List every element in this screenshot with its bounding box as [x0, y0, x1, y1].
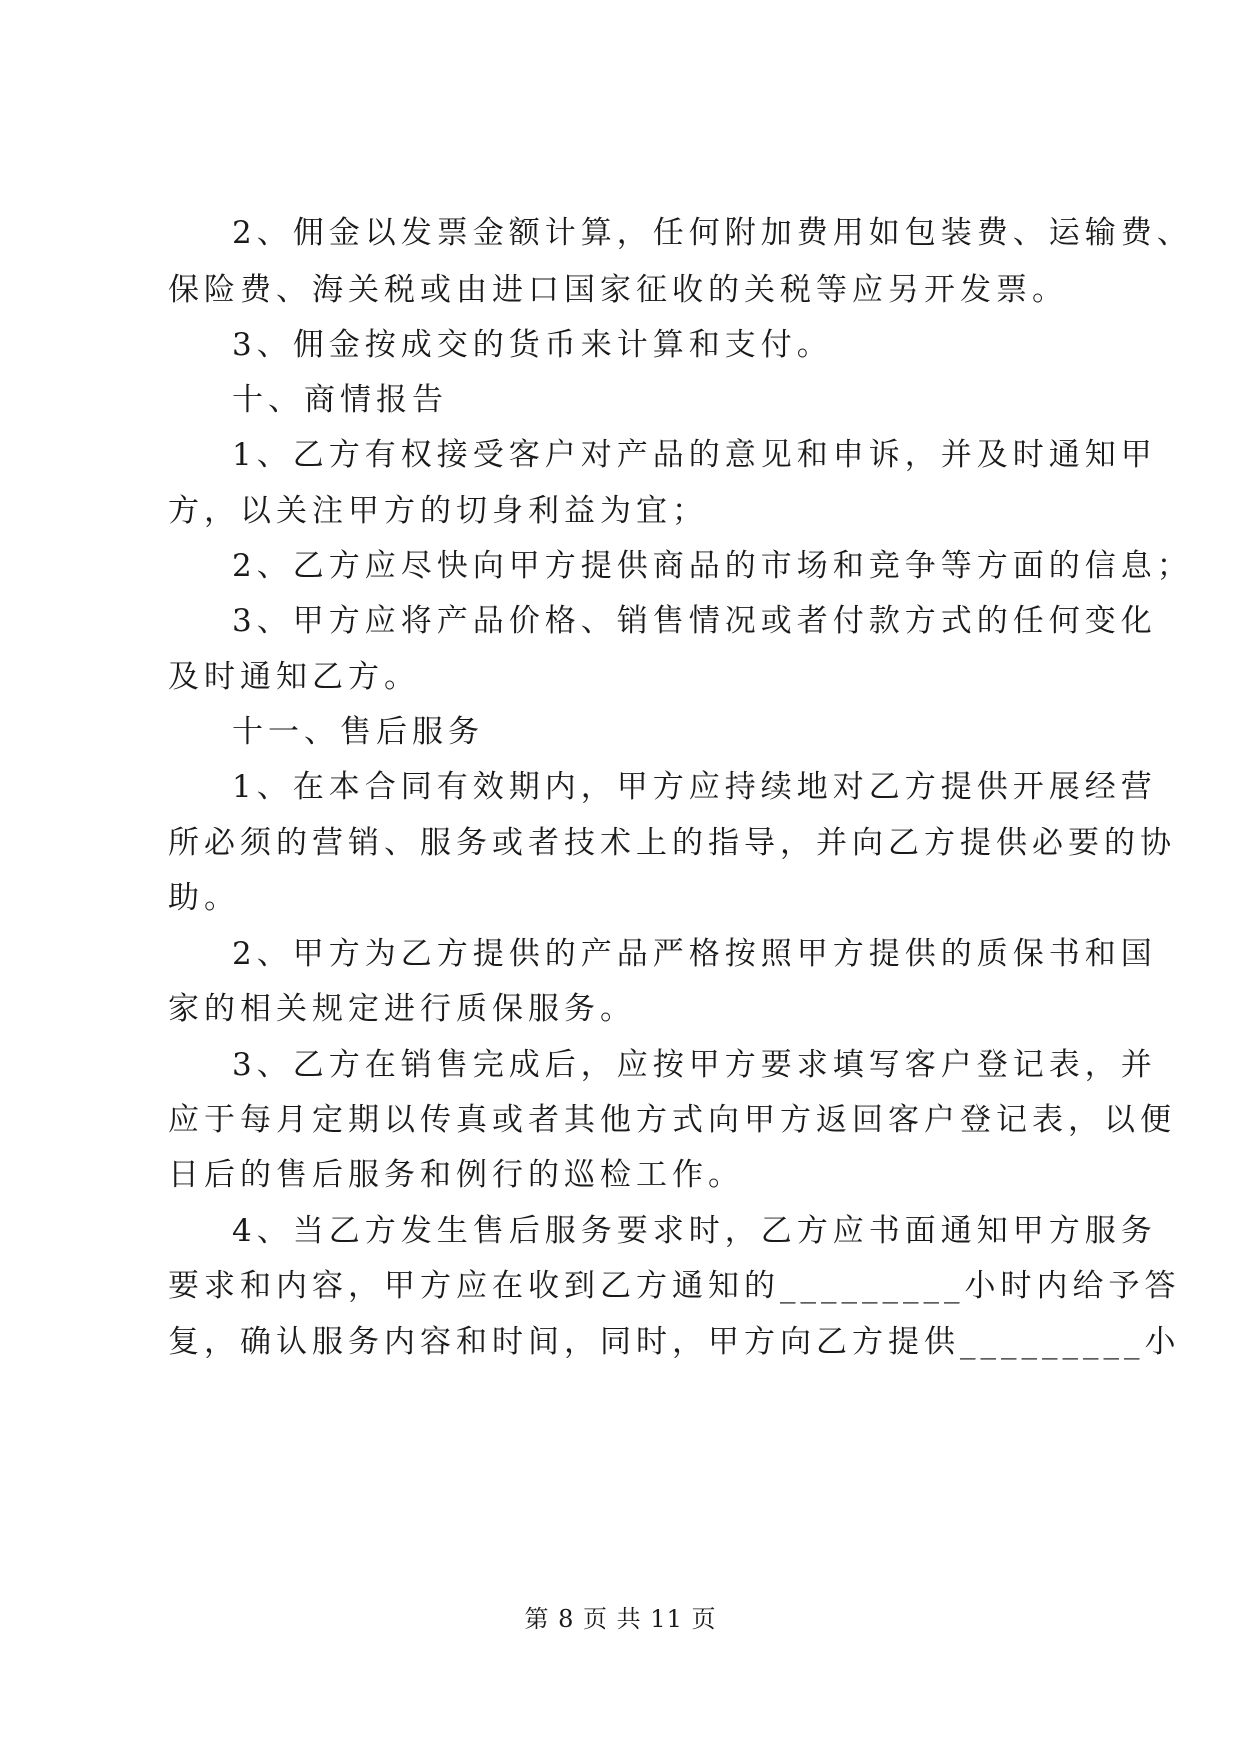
text-line: 2、佣金以发票金额计算，任何附加费用如包装费、运输费、 [232, 215, 1193, 251]
text-line: 3、甲方应将产品价格、销售情况或者付款方式的任何变化 [232, 603, 1157, 639]
text-line: 3、佣金按成交的货币来计算和支付。 [232, 327, 833, 363]
page-number-footer: 第 8 页 共 11 页 [524, 1605, 717, 1633]
section-heading: 十一、售后服务 [232, 714, 484, 750]
text-line: 助。 [168, 880, 240, 916]
text-line: 应于每月定期以传真或者其他方式向甲方返回客户登记表，以便 [168, 1102, 1176, 1138]
text-line: 日后的售后服务和例行的巡检工作。 [168, 1157, 744, 1193]
text-line: 复，确认服务内容和时间，同时，甲方向乙方提供_________小 [168, 1324, 1181, 1360]
text-line: 2、乙方应尽快向甲方提供商品的市场和竞争等方面的信息； [232, 548, 1193, 584]
section-heading: 十、商情报告 [232, 382, 448, 418]
text-line: 家的相关规定进行质保服务。 [168, 991, 636, 1027]
text-line: 所必须的营销、服务或者技术上的指导，并向乙方提供必要的协 [168, 825, 1176, 861]
text-line: 保险费、海关税或由进口国家征收的关税等应另开发票。 [168, 272, 1068, 308]
text-line: 2、甲方为乙方提供的产品严格按照甲方提供的质保书和国 [232, 936, 1157, 972]
text-line: 1、在本合同有效期内，甲方应持续地对乙方提供开展经营 [232, 769, 1157, 805]
text-line: 及时通知乙方。 [168, 659, 420, 695]
text-line: 4、当乙方发生售后服务要求时，乙方应书面通知甲方服务 [232, 1213, 1157, 1249]
text-line: 3、乙方在销售完成后，应按甲方要求填写客户登记表，并 [232, 1047, 1157, 1083]
text-line: 要求和内容，甲方应在收到乙方通知的_________小时内给予答 [168, 1268, 1181, 1304]
text-line: 方，以关注甲方的切身利益为宜； [168, 493, 708, 529]
text-line: 1、乙方有权接受客户对产品的意见和申诉，并及时通知甲 [232, 437, 1157, 473]
